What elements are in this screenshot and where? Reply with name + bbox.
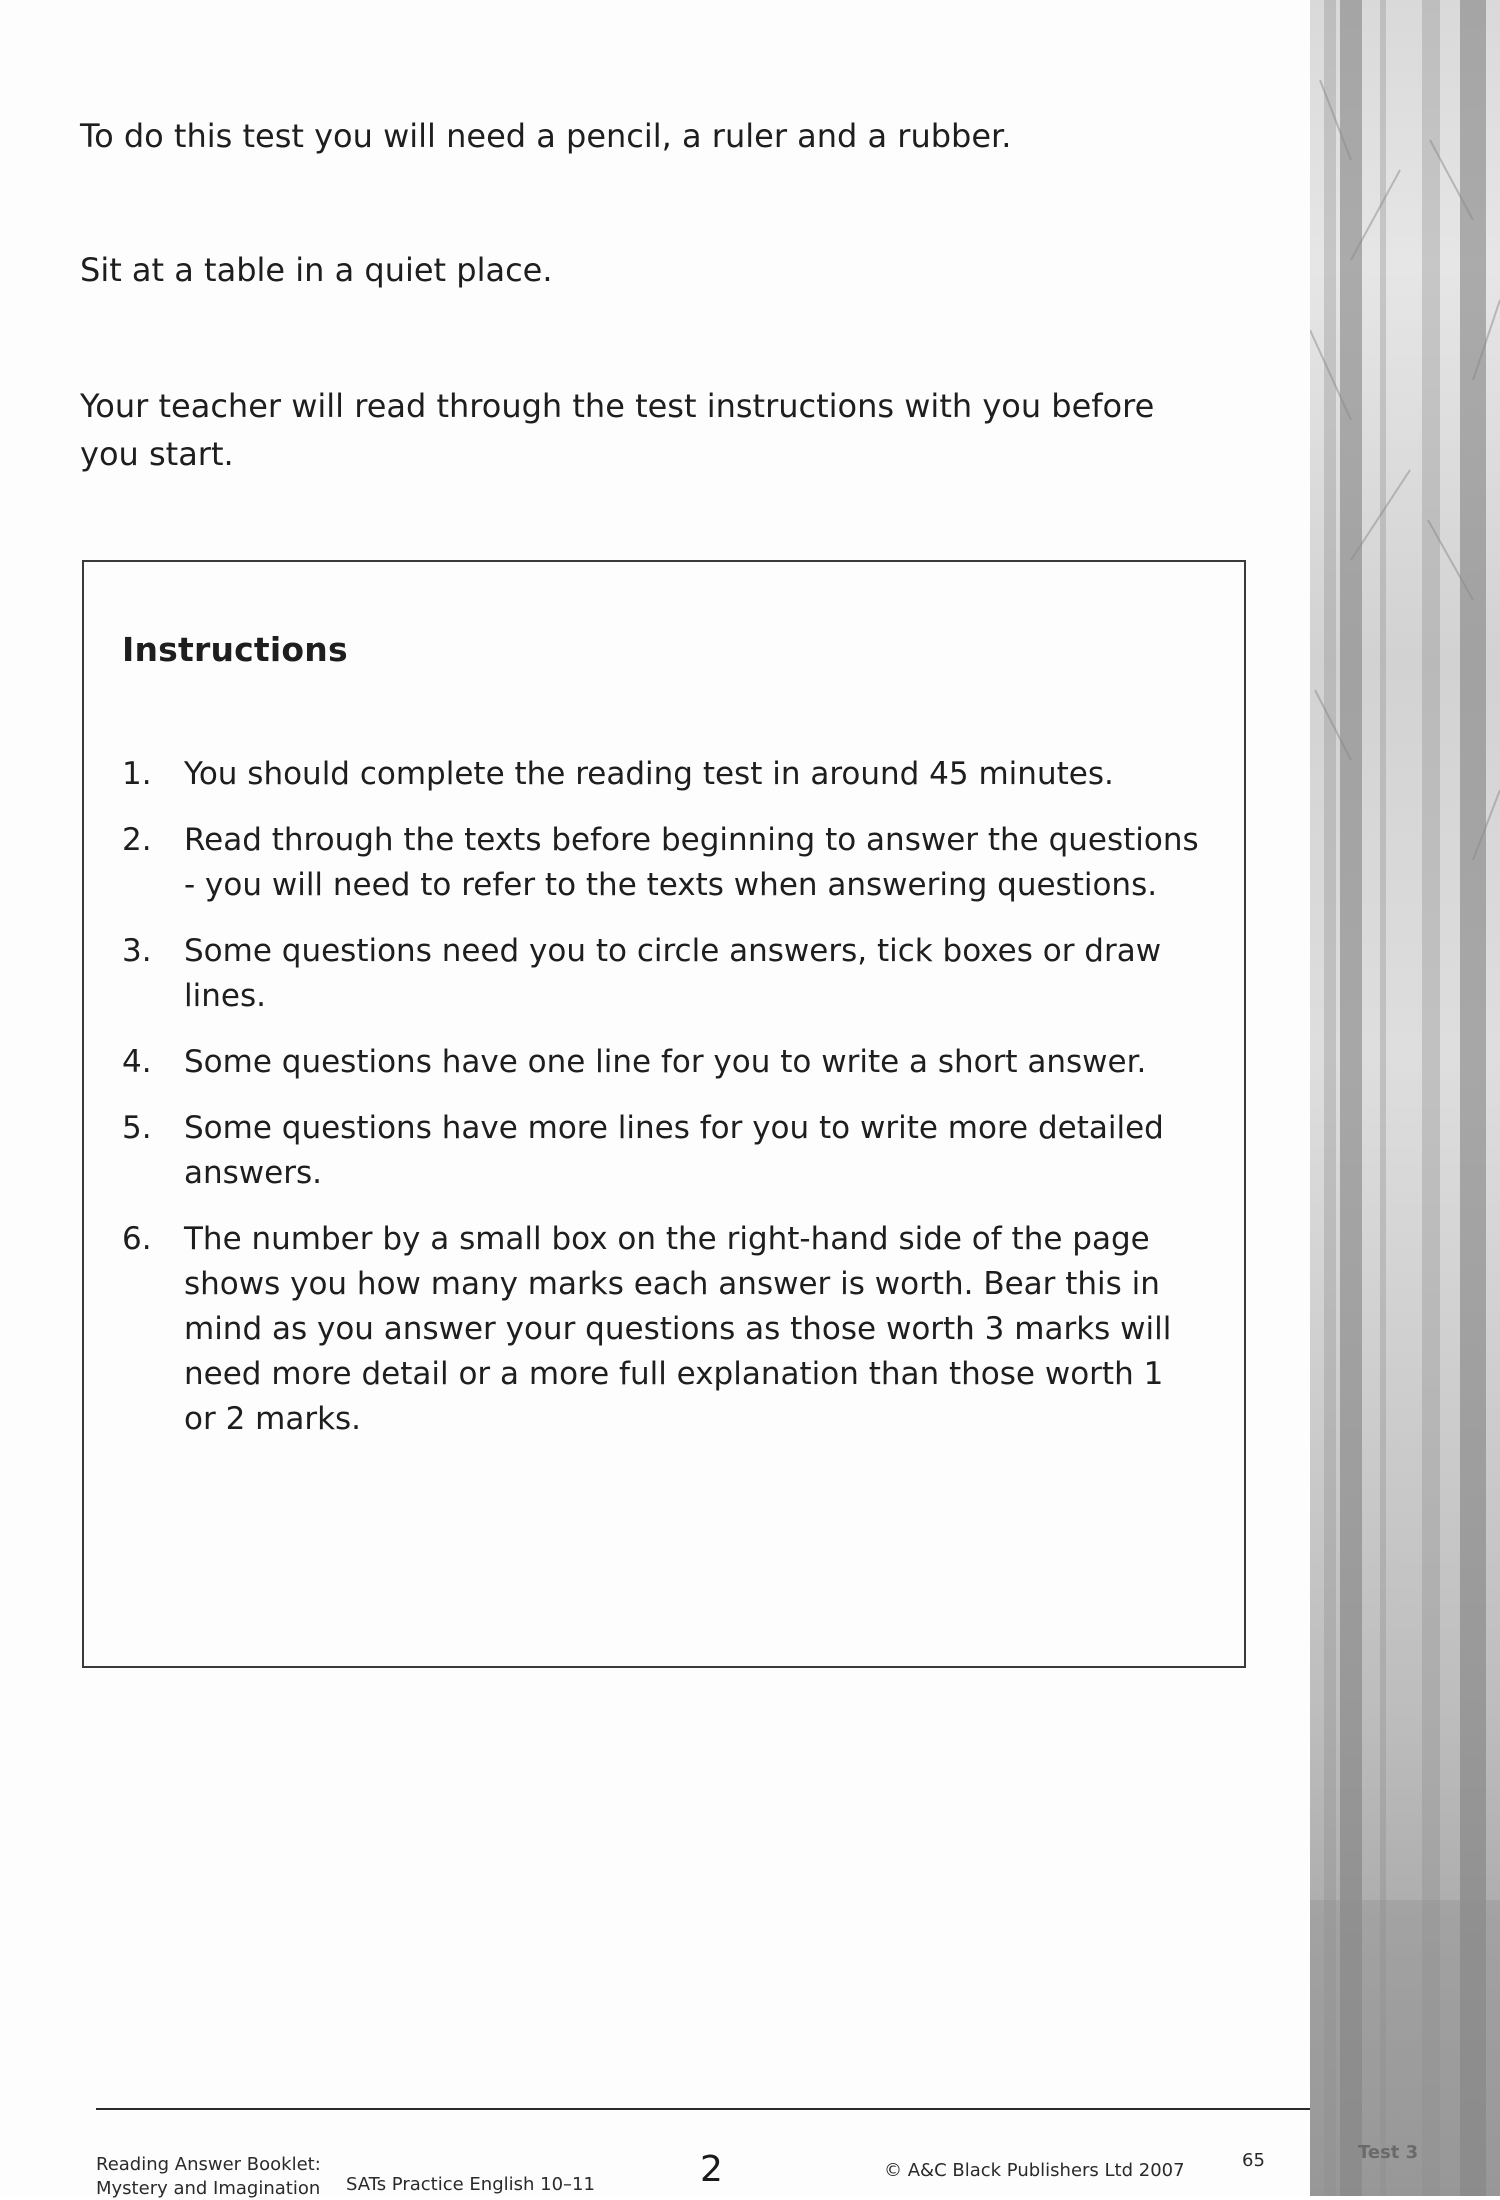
- footer-test-label: Test 3: [1358, 2142, 1419, 2163]
- footer-series: SATs Practice English 10–11: [346, 2174, 595, 2195]
- instruction-item: [122, 929, 1202, 1019]
- footer-booklet-subtitle: Mystery and Imagination: [96, 2178, 321, 2199]
- footer-page-number: 65: [1242, 2150, 1265, 2171]
- instruction-text: Read through the texts before beginning to answer the questions - you will need to refer to the texts when answering questions.: [184, 822, 1199, 903]
- footer-divider: [96, 2108, 1310, 2110]
- footer-copyright: © A&C Black Publishers Ltd 2007: [884, 2160, 1185, 2181]
- instruction-item: [122, 1106, 1202, 1196]
- instruction-text: You should complete the reading test in around 45 minutes.: [184, 756, 1114, 792]
- forest-trees-image: [1310, 0, 1500, 2196]
- forest-photo-strip: [1310, 0, 1500, 2196]
- instruction-item: [122, 1217, 1202, 1442]
- instruction-text: Some questions have one line for you to write a short answer.: [184, 1044, 1147, 1080]
- instruction-number: 3.: [122, 933, 152, 969]
- instruction-text: Some questions need you to circle answers, tick boxes or draw lines.: [184, 933, 1162, 1014]
- instruction-number: 6.: [122, 1221, 152, 1257]
- instructions-box: [82, 560, 1246, 1668]
- instructions-list: [122, 752, 1202, 1463]
- instruction-item: [122, 1040, 1202, 1085]
- instruction-number: 4.: [122, 1044, 152, 1080]
- intro-seating: Sit at a table in a quiet place.: [80, 251, 553, 289]
- footer-booklet-page: 2: [700, 2149, 723, 2190]
- footer-booklet-title: Reading Answer Booklet:: [96, 2154, 321, 2175]
- intro-teacher: Your teacher will read through the test instructions with you before you start.: [80, 387, 1155, 473]
- instruction-number: 2.: [122, 822, 152, 858]
- instruction-text: The number by a small box on the right-hand side of the page shows you how many marks each answer is worth. Bear this in mind as you answer your questions as those worth 3 marks will need more detail or a more full explanation than those worth 1 or 2 marks.: [184, 1221, 1172, 1437]
- instruction-item: [122, 818, 1202, 908]
- instructions-heading: Instructions: [122, 630, 348, 669]
- intro-equipment: To do this test you will need a pencil, a ruler and a rubber.: [80, 117, 1012, 155]
- instruction-number: 1.: [122, 756, 152, 792]
- instruction-number: 5.: [122, 1110, 152, 1146]
- instruction-item: [122, 752, 1202, 797]
- instruction-text: Some questions have more lines for you to write more detailed answers.: [184, 1110, 1164, 1191]
